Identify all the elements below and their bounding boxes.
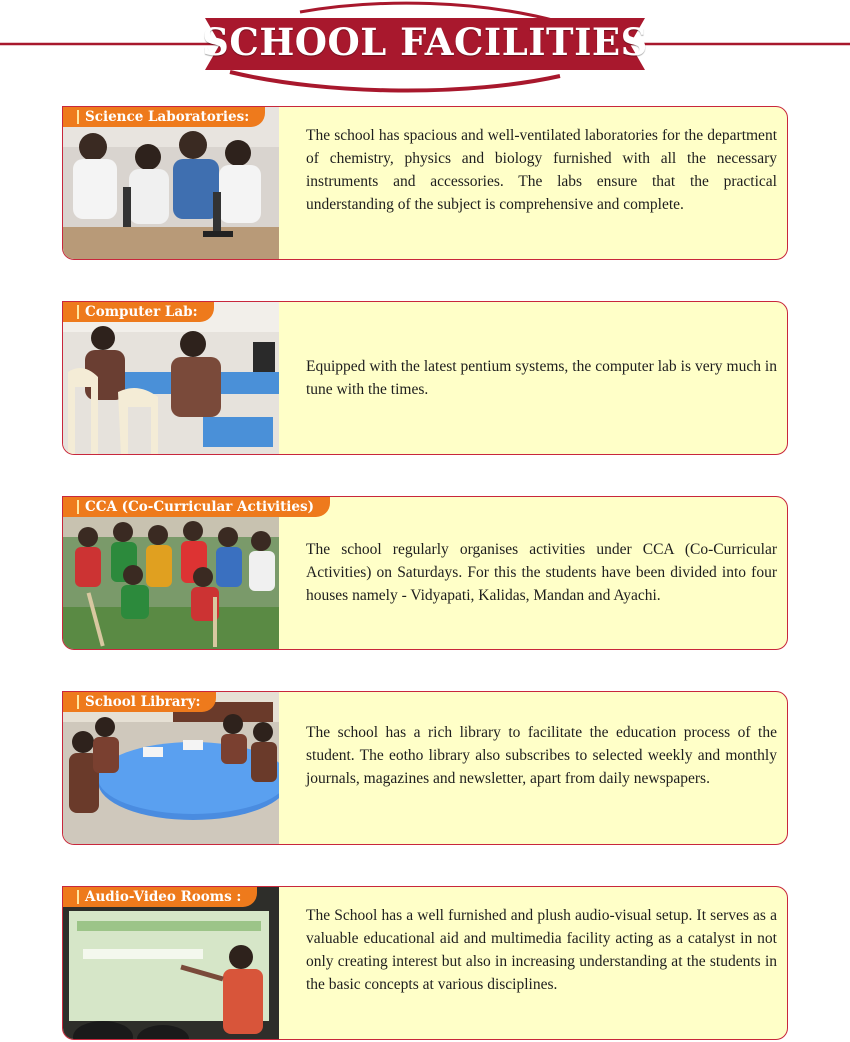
page-header: [0, 0, 850, 95]
facility-label: CCA (Co-Curricular Activities): [63, 497, 330, 517]
facility-description: The School has a well furnished and plush audio-visual setup. It serves as a valuable educational aid and multimedia facility acting as a catalyst in not only creating interest but also in increasing understanding at the students in the basic concepts at various disciplines.: [306, 907, 777, 993]
science-lab-photo: [63, 107, 279, 259]
computer-lab-photo: [63, 302, 279, 454]
facility-label: Science Laboratories:: [63, 107, 265, 127]
facility-card-audio-video: [62, 886, 788, 1040]
facility-card-computer: [62, 301, 788, 455]
audio-video-photo: [63, 887, 279, 1039]
facility-description: Equipped with the latest pentium systems, the computer lab is very much in tune with the times.: [306, 358, 777, 398]
facility-label: Audio-Video Rooms :: [63, 887, 257, 907]
page-title: SCHOOL FACILITIES: [202, 20, 648, 64]
library-photo: [63, 692, 279, 844]
facility-card-cca: [62, 496, 788, 650]
facility-card-science: [62, 106, 788, 260]
facility-description: The school has spacious and well-ventilated laboratories for the department of chemistry, physics and biology furnished with all the necessary instruments and accessories. The labs ensure that the practical understanding of the subject is comprehensive and complete.: [306, 127, 777, 213]
facility-description: The school has a rich library to facilitate the education process of the student. The eotho library also subscribes to selected weekly and monthly journals, magazines and newsletter, apart from daily newspapers.: [306, 724, 777, 787]
facility-description: The school regularly organises activities under CCA (Co-Curricular Activities) on Saturdays. For this the students have been divided into four houses namely - Vidyapati, Kalidas, Mandan and Ayachi.: [306, 541, 777, 604]
facility-label: School Library:: [63, 692, 216, 712]
facility-label: Computer Lab:: [63, 302, 214, 322]
cca-photo: [63, 497, 279, 649]
facility-card-library: [62, 691, 788, 845]
